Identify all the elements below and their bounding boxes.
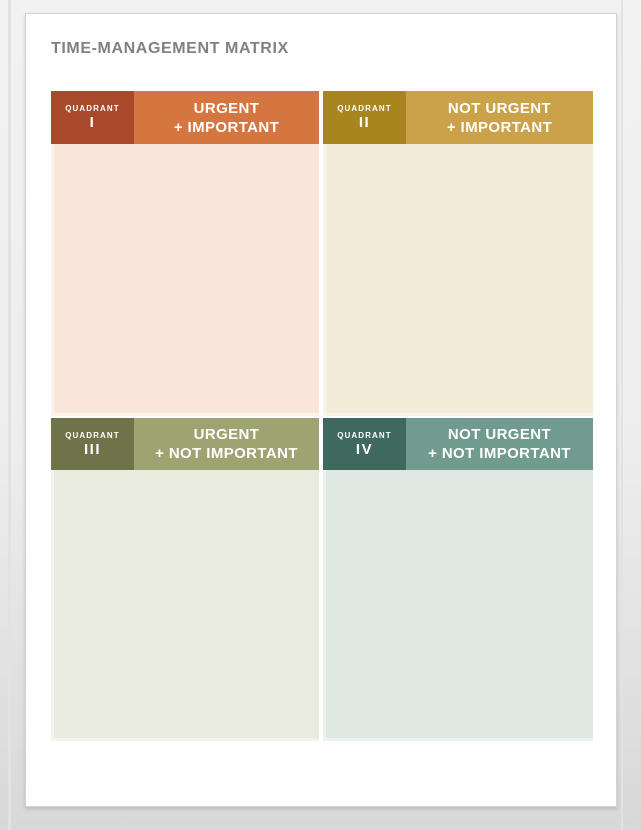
quadrant-2-title-cell [406, 91, 593, 144]
quadrant-2-header [323, 91, 593, 144]
quadrant-numeral: IV [355, 440, 374, 458]
time-management-matrix [51, 91, 593, 741]
quadrant-1-title-cell [134, 91, 319, 144]
quadrant-2-label-cell [323, 91, 406, 144]
quadrant-numeral: I [89, 114, 96, 131]
quadrant-label: QUADRANT [337, 430, 392, 440]
quadrant-4-header [323, 418, 593, 470]
quadrant-title-line: URGENT [193, 426, 260, 443]
quadrant-3-title-cell [134, 418, 319, 470]
quadrant-label: QUADRANT [337, 104, 392, 113]
page-title: TIME-MANAGEMENT MATRIX [51, 40, 289, 57]
document-page [25, 13, 617, 807]
quadrant-numeral: II [358, 114, 371, 131]
quadrant-4 [323, 418, 593, 741]
quadrant-3-notes-area[interactable] [51, 470, 319, 741]
quadrant-2-notes-area[interactable] [323, 144, 593, 416]
quadrant-1-label-cell [51, 91, 134, 144]
background-page-edge-left [8, 0, 11, 830]
quadrant-1-notes-area[interactable] [51, 144, 319, 416]
quadrant-3-header [51, 418, 319, 470]
quadrant-title-line: NOT URGENT [447, 99, 552, 117]
quadrant-1-header [51, 91, 319, 144]
quadrant-title-line: + IMPORTANT [173, 118, 280, 136]
quadrant-numeral: III [83, 440, 101, 458]
background-page-edge-right [621, 0, 623, 830]
quadrant-title-line: + NOT IMPORTANT [428, 445, 571, 462]
quadrant-1 [51, 91, 319, 416]
quadrant-title-line: + NOT IMPORTANT [155, 445, 298, 462]
quadrant-4-notes-area[interactable] [323, 470, 593, 741]
quadrant-label: QUADRANT [65, 430, 120, 440]
quadrant-title-line: URGENT [193, 99, 260, 117]
quadrant-4-title-cell [406, 418, 593, 470]
quadrant-3-label-cell [51, 418, 134, 470]
quadrant-4-label-cell [323, 418, 406, 470]
quadrant-3 [51, 418, 319, 741]
quadrant-title-line: NOT URGENT [447, 426, 552, 443]
quadrant-label: QUADRANT [65, 104, 120, 113]
quadrant-2 [323, 91, 593, 416]
quadrant-title-line: + IMPORTANT [446, 118, 553, 136]
